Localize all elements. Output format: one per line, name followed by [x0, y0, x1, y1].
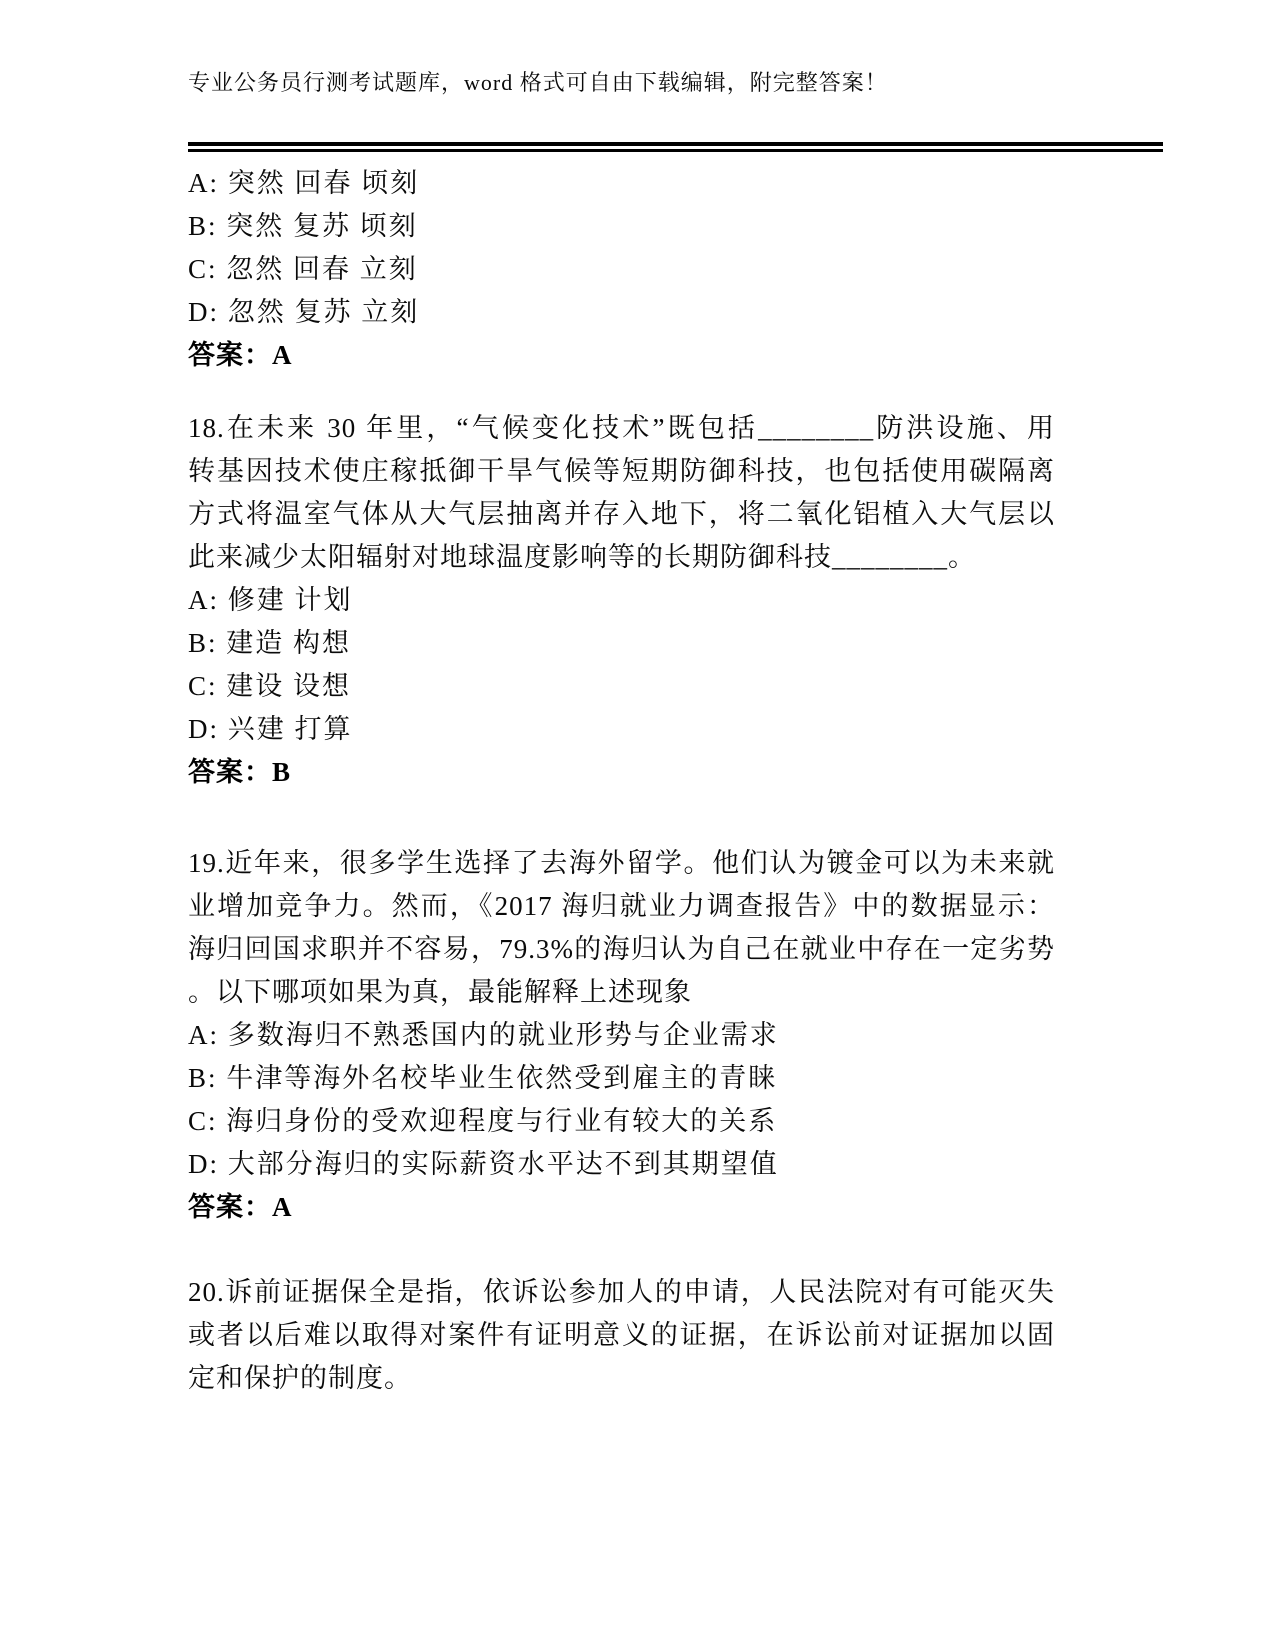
question-text-line: 20.诉前证据保全是指，依诉讼参加人的申请，人民法院对有可能灭失 — [188, 1277, 1055, 1307]
question-text-line: 业增加竞争力。然而，《2017 海归就业力调查报告》中的数据显示： — [188, 891, 1055, 921]
question-text-line: 定和保护的制度。 — [188, 1363, 412, 1393]
option-line: A: 修建 计划 — [188, 585, 353, 615]
option-line: B: 建造 构想 — [188, 628, 352, 658]
question-text-line: 方式将温室气体从大气层抽离并存入地下，将二氧化铝植入大气层以 — [188, 499, 1055, 529]
option-line: C: 忽然 回春 立刻 — [188, 254, 418, 284]
option-line: D: 兴建 打算 — [188, 714, 353, 744]
answer-line: 答案：B — [188, 757, 292, 787]
question-text-line: 转基因技术使庄稼抵御干旱气候等短期防御科技，也包括使用碳隔离 — [188, 456, 1055, 486]
question-text-line: 19.近年来，很多学生选择了去海外留学。他们认为镀金可以为未来就 — [188, 848, 1055, 878]
option-line: D: 大部分海归的实际薪资水平达不到其期望值 — [188, 1149, 779, 1179]
answer-line: 答案：A — [188, 1192, 293, 1222]
option-line: C: 建设 设想 — [188, 671, 352, 701]
question-20 — [188, 1271, 1055, 1400]
question-18 — [188, 407, 1055, 794]
question-text-line: 或者以后难以取得对案件有证明意义的证据，在诉讼前对证据加以固 — [188, 1320, 1055, 1350]
option-line: D: 忽然 复苏 立刻 — [188, 297, 420, 327]
answer-line: 答案：A — [188, 340, 293, 370]
header-divider-double-rule — [188, 142, 1163, 152]
question-text-line: 18.在未来 30 年里，“气候变化技术”既包括________防洪设施、用 — [188, 413, 1055, 443]
option-line: B: 牛津等海外名校毕业生依然受到雇主的青睐 — [188, 1063, 778, 1093]
question-text-line: 。以下哪项如果为真，最能解释上述现象 — [188, 977, 692, 1007]
question-text-line: 海归回国求职并不容易，79.3%的海归认为自己在就业中存在一定劣势 — [188, 934, 1055, 964]
option-line: A: 突然 回春 顷刻 — [188, 168, 420, 198]
question-19 — [188, 842, 1055, 1229]
questions-area — [188, 162, 1055, 1400]
header-disclaimer-text: 专业公务员行测考试题库，word 格式可自由下载编辑，附完整答案！ — [188, 70, 888, 95]
option-line: A: 多数海归不熟悉国内的就业形势与企业需求 — [188, 1020, 779, 1050]
option-line: C: 海归身份的受欢迎程度与行业有较大的关系 — [188, 1106, 778, 1136]
question-text-line: 此来减少太阳辐射对地球温度影响等的长期防御科技________。 — [188, 542, 976, 572]
option-line: B: 突然 复苏 顷刻 — [188, 211, 418, 241]
question-17-options — [188, 162, 1055, 377]
